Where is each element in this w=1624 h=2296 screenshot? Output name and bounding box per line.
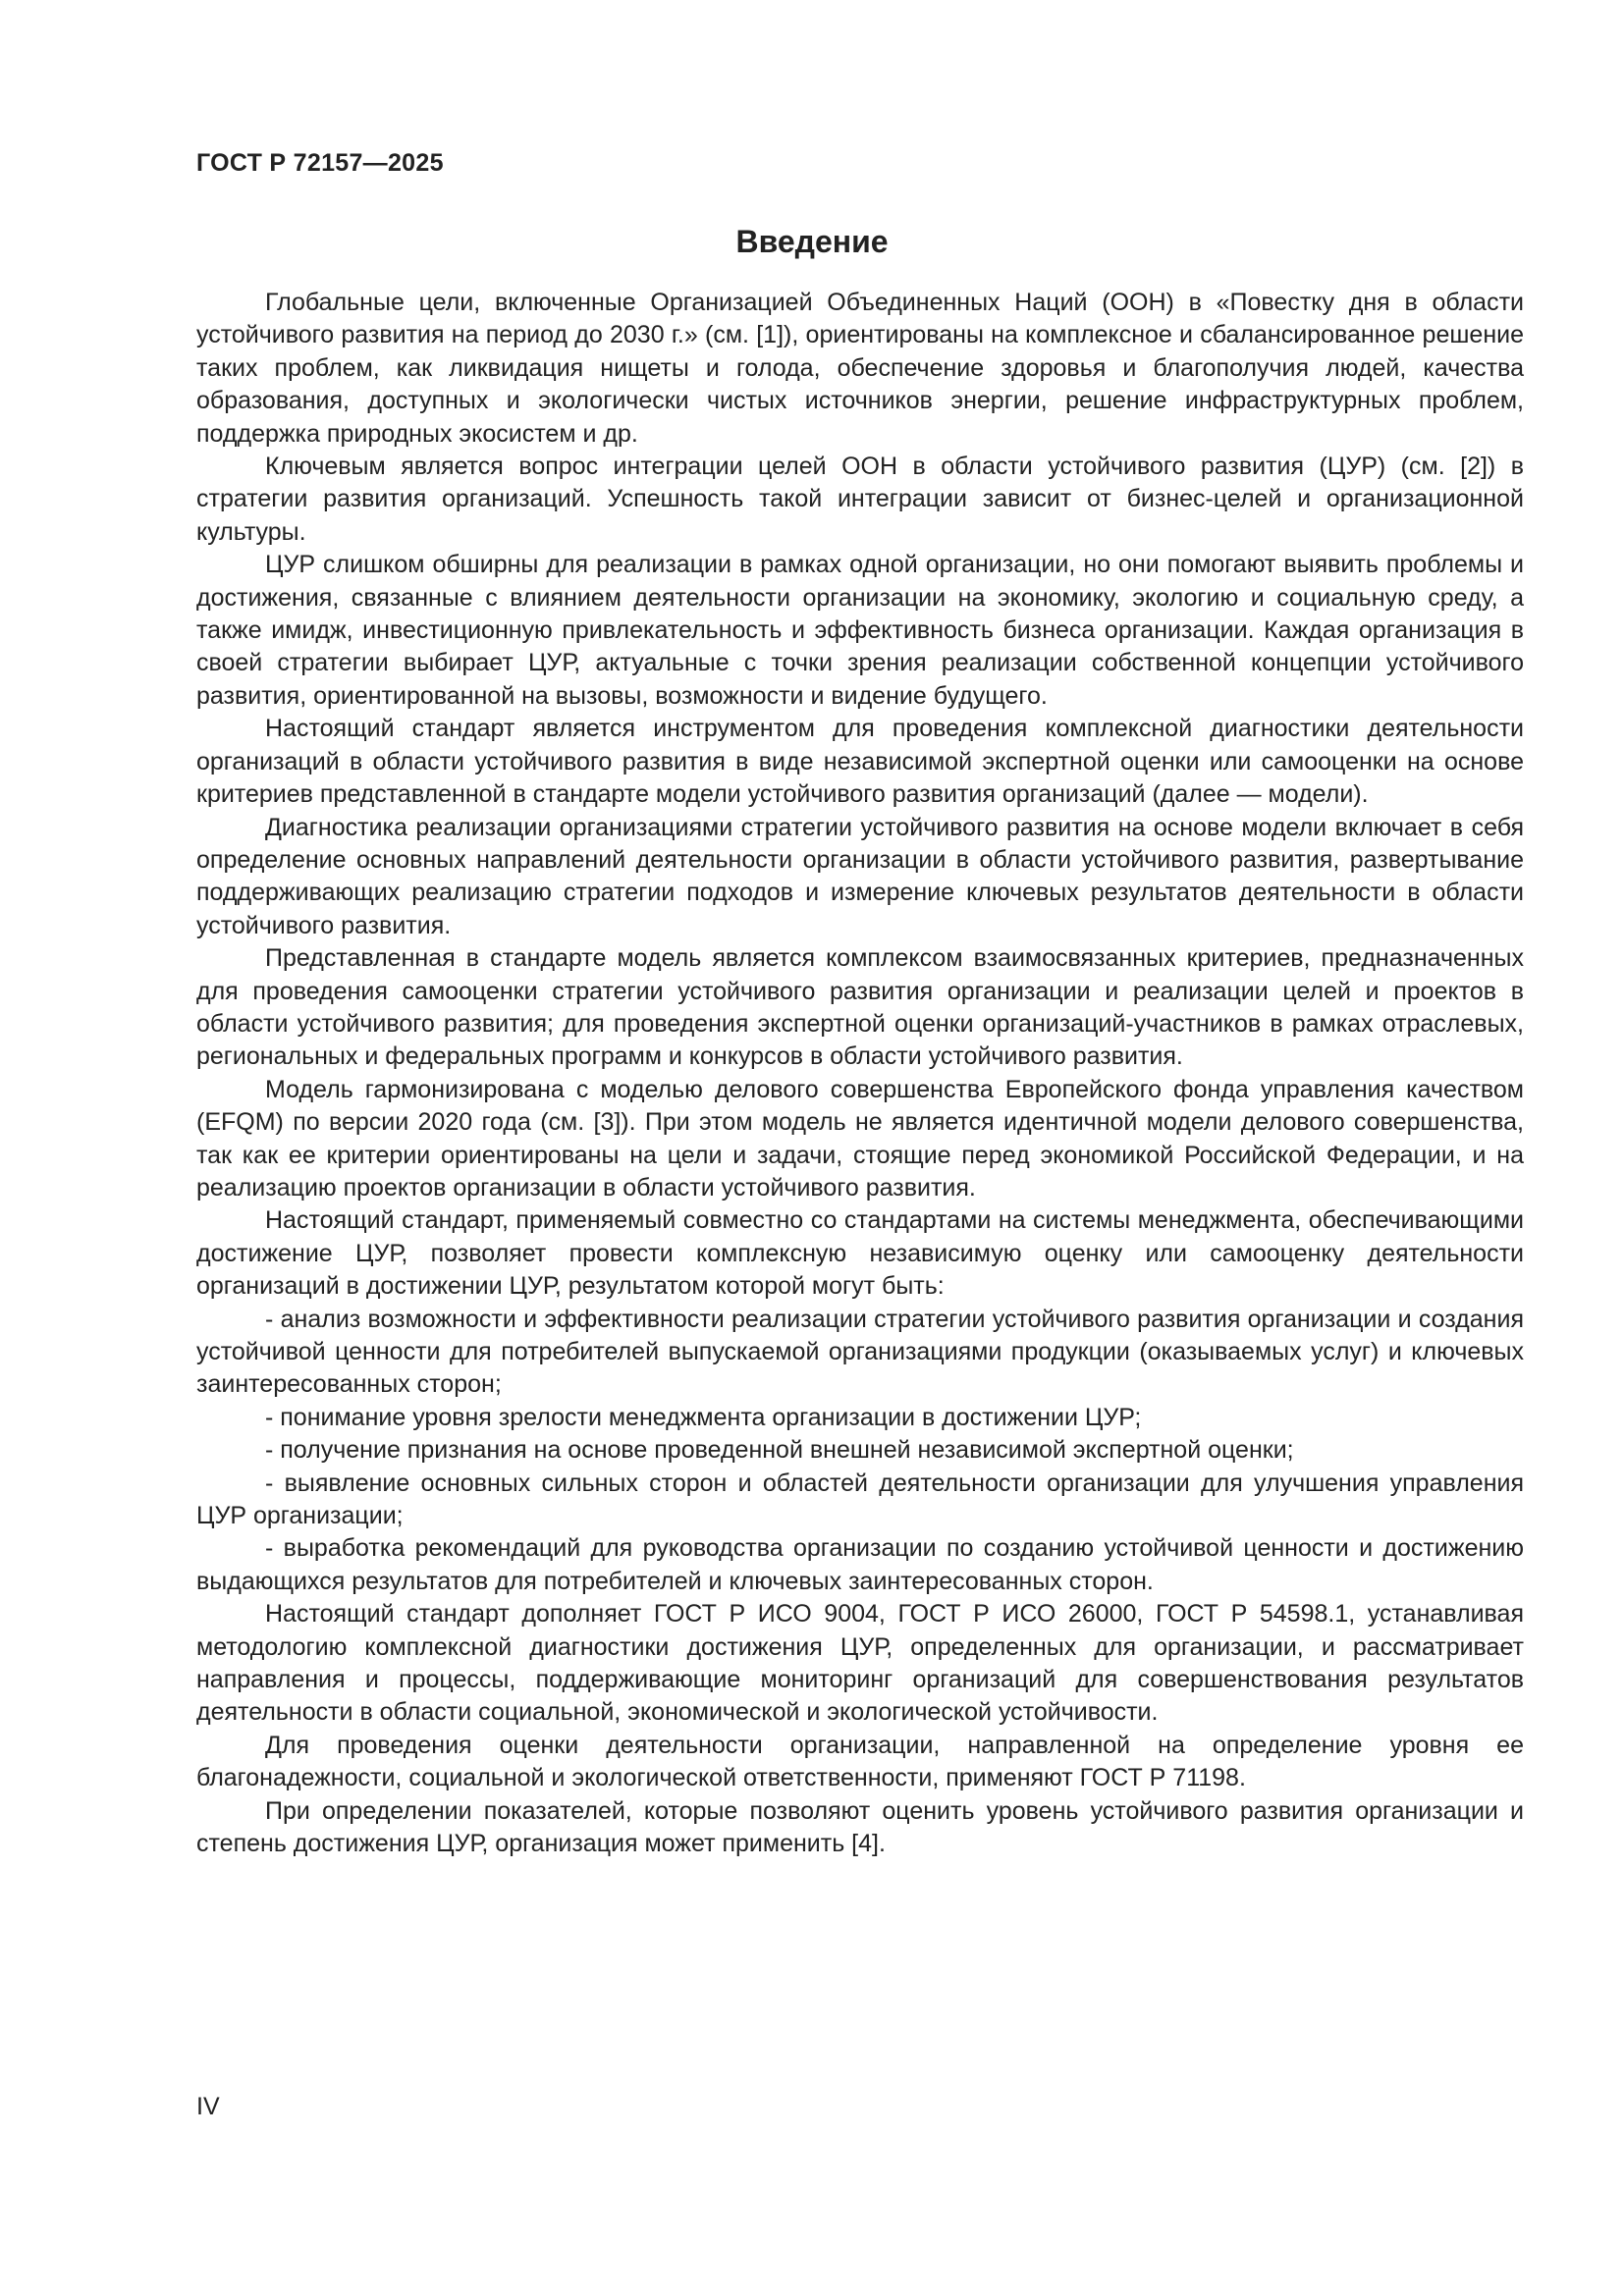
list-item: - выработка рекомендаций для руководства организации по созданию устойчивой ценности и достижению выдающихся результатов для потребителей и ключевых заинтересованных сторон. [196, 1534, 1524, 1595]
section-title: Введение [735, 224, 889, 259]
paragraph: Настоящий стандарт является инструментом для проведения комплексной диагностики деятельности организаций в области устойчивого развития в виде независимой экспертной оценки или самооценки на основе критериев представленной в стандарте модели устойчивого развития организаций (далее — модели). [196, 715, 1524, 809]
paragraph: При определении показателей, которые позволяют оценить уровень устойчивого развития организации и степень достижения ЦУР, организация может применить [4]. [196, 1796, 1524, 1858]
paragraph: Глобальные цели, включенные Организацией Объединенных Наций (ООН) в «Повестку дня в области устойчивого развития на период до 2030 г.» (см. [1]), ориентированы на комплексное и сбалансированное решение таких проблем, как ликвидация нищеты и голода, обеспечение здоровья и благополучия людей, качества образования, доступных и экологически чистых источников энергии, решение инфраструктурных проблем, поддержка природных экосистем и др. [196, 289, 1524, 448]
page-number: IV [196, 2093, 220, 2120]
paragraph: Представленная в стандарте модель является комплексом взаимосвязанных критериев, предназначенных для проведения самооценки стратегии устойчивого развития организации и реализации целей и проектов в области устойчивого развития; для проведения экспертной оценки организаций-участников в рамках отраслевых, региональных и федеральных программ и конкурсов в области устойчивого развития. [196, 944, 1524, 1071]
list-item: - выявление основных сильных сторон и областей деятельности организации для улучшения управления ЦУР организации; [196, 1468, 1524, 1530]
list-item: - получение признания на основе проведенной внешней независимой экспертной оценки; [265, 1436, 1294, 1465]
paragraph: Модель гармонизирована с моделью делового совершенства Европейского фонда управления качеством (EFQM) по версии 2020 года (см. [3]). При этом модель не является идентичной модели делового совершенства, так как ее критерии ориентированы на цели и задачи, стоящие перед экономикой Российской Федерации, и на реализацию проектов организации в области устойчивого развития. [196, 1075, 1524, 1201]
paragraph: Настоящий стандарт, применяемый совместно со стандартами на системы менеджмента, обеспечивающими достижение ЦУР, позволяет провести комплексную независимую оценку или самооценку деятельности организаций в достижении ЦУР, результатом которой могут быть: [196, 1206, 1524, 1301]
document-code: ГОСТ Р 72157—2025 [196, 149, 444, 177]
paragraph: Для проведения оценки деятельности организации, направленной на определение уровня ее благонадежности, социальной и экологической ответственности, применяют ГОСТ Р 71198. [196, 1731, 1524, 1792]
list-item: - анализ возможности и эффективности реализации стратегии устойчивого развития организации и создания устойчивой ценности для потребителей выпускаемой организациями продукции (оказываемых услуг) и ключевых заинтересованных сторон; [196, 1305, 1524, 1399]
paragraph: ЦУР слишком обширны для реализации в рамках одной организации, но они помогают выявить проблемы и достижения, связанные с влиянием деятельности организации на экономику, экологию и социальную среду, а также имидж, инвестиционную привлекательность и эффективность бизнеса организации. Каждая организация в своей стратегии выбирает ЦУР, актуальные с точки зрения реализации собственной концепции устойчивого развития, ориентированной на вызовы, возможности и видение будущего. [196, 551, 1524, 710]
body-text [196, 287, 1524, 1861]
paragraph: Настоящий стандарт дополняет ГОСТ Р ИСО 9004, ГОСТ Р ИСО 26000, ГОСТ Р 54598.1, устанавливая методологию комплексной диагностики достижения ЦУР, определенных для организации, и рассматривает направления и процессы, поддерживающие мониторинг организаций для совершенствования результатов деятельности в области социальной, экономической и экологической устойчивости. [196, 1600, 1524, 1727]
paragraph: Ключевым является вопрос интеграции целей ООН в области устойчивого развития (ЦУР) (см. [2]) в стратегии развития организаций. Успешность такой интеграции зависит от бизнес-целей и организационной культуры. [196, 453, 1524, 546]
list-item: - понимание уровня зрелости менеджмента организации в достижении ЦУР; [265, 1403, 1142, 1431]
paragraph: Диагностика реализации организациями стратегии устойчивого развития на основе модели включает в себя определение основных направлений деятельности организации в области устойчивого развития, развертывание поддерживающих реализацию стратегии подходов и измерение ключевых результатов деятельности в области устойчивого развития. [196, 813, 1524, 939]
